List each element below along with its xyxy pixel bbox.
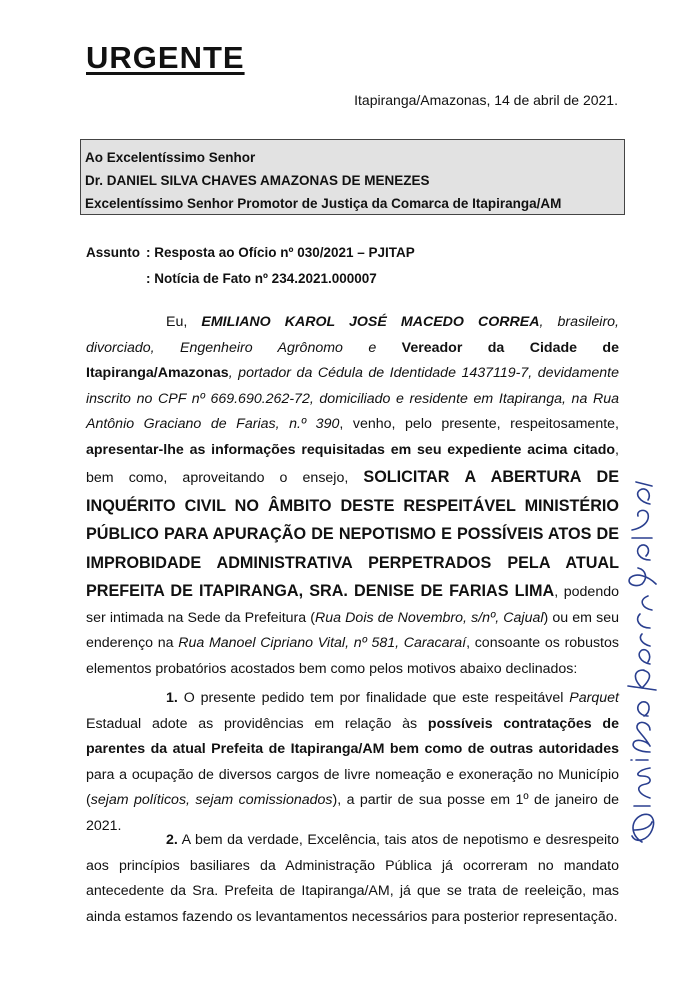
intro-emphasis: apresentar-lhe as informações requisitadas em seu expediente acima citado — [86, 441, 616, 458]
addressee-line-2: Dr. DANIEL SILVA CHAVES AMAZONAS DE MENEZES — [85, 173, 430, 188]
intro-text: , bem como, aproveitando o ensejo, — [86, 441, 619, 486]
intro-text: Engenheiro Agrônomo e — [180, 339, 377, 356]
handwritten-signature — [612, 480, 672, 850]
addressee-box — [80, 139, 625, 215]
author-details: , portador da Cédula de Identidade 1437119-7, devidamente inscrito no CPF nº 669.690.262-72, domiciliado e residente em Itapiranga, na Rua Antônio Graciano de Farias, n.º 390 — [86, 365, 619, 432]
intro-text: , brasileiro, divorciado, — [86, 314, 619, 356]
paragraph-text: para a ocupação de diversos cargos de livre nomeação e exoneração no Município ( — [86, 766, 619, 808]
paragraph-emphasis: possíveis contratações de parentes da atual Prefeita de Itapiranga/AM bem como de outras autoridades — [86, 715, 619, 757]
addressee-line-3: Excelentíssimo Senhor Promotor de Justiça da Comarca de Itapiranga/AM — [85, 196, 562, 211]
residence-address: Rua Manoel Cipriano Vital, nº 581, Caracaraí — [178, 635, 467, 651]
paragraph-text: Parquet — [569, 690, 619, 706]
signature-graphic — [612, 480, 672, 850]
paragraph-text: Estadual adote as providências em relação às — [86, 715, 418, 732]
paragraph-number: 2. — [166, 832, 178, 848]
intro-text: , venho, pelo presente, respeitosamente, — [339, 416, 619, 432]
paragraph-2 — [86, 828, 619, 930]
urgent-heading: URGENTE — [86, 40, 245, 75]
subject-block — [86, 240, 415, 292]
paragraph-1 — [86, 686, 619, 839]
paragraph-text: A bem da verdade, Excelência, tais atos de nepotismo e desrespeito aos princípios basiliares da Administração Pública já ocorreram no mandato antecedente da Sra. Prefeita de Itapiranga/AM, já que se trata de reeleição, mas ainda estamos fazendo os levantamentos necessários para posterior representação. — [86, 832, 619, 925]
addressee-line-1: Ao Excelentíssimo Senhor — [85, 150, 256, 165]
prefeitura-address: Rua Dois de Novembro, s/nº, Cajual — [315, 609, 544, 626]
paragraph-text: sejam políticos, sejam comissionados — [90, 792, 333, 808]
paragraph-text: O presente pedido tem por finalidade que este respeitável — [183, 690, 564, 706]
paragraph-text: ), a partir de sua posse em 1º de janeiro de 2021. — [86, 792, 620, 834]
intro-text: , consoante os robustos elementos probatórios acostados bem como pelos motivos abaixo declinados: — [86, 635, 619, 677]
subject-label: Assunto — [86, 245, 140, 260]
subject-line-1: : Resposta ao Ofício nº 030/2021 – PJITAP — [146, 245, 415, 260]
paragraph-intro — [86, 310, 619, 682]
subject-line-2: : Notícia de Fato nº 234.2021.000007 — [146, 271, 377, 286]
intro-text: ) ou em seu enderenço na — [86, 609, 619, 651]
intro-text: , podendo ser intimada na Sede da Prefeitura ( — [86, 584, 619, 626]
letter-date: Itapiranga/Amazonas, 14 de abril de 2021. — [354, 92, 618, 108]
author-name: EMILIANO KAROL JOSÉ MACEDO CORREA — [201, 314, 540, 330]
request-statement: SOLICITAR A ABERTURA DE INQUÉRITO CIVIL NO ÂMBITO DESTE RESPEITÁVEL MINISTÉRIO PÚBLICO PARA APURAÇÃO DE NEPOTISMO E POSSÍVEIS ATOS DE IMPROBIDADE ADMINISTRATIVA PERPETRADOS PELA ATUAL PREFEITA DE ITAPIRANGA, SRA. DENISE DE FARIAS LIMA — [86, 468, 619, 600]
intro-text: Eu, — [166, 314, 188, 330]
paragraph-number: 1. — [166, 690, 178, 706]
author-role: Vereador da Cidade de Itapiranga/Amazonas — [86, 339, 619, 381]
